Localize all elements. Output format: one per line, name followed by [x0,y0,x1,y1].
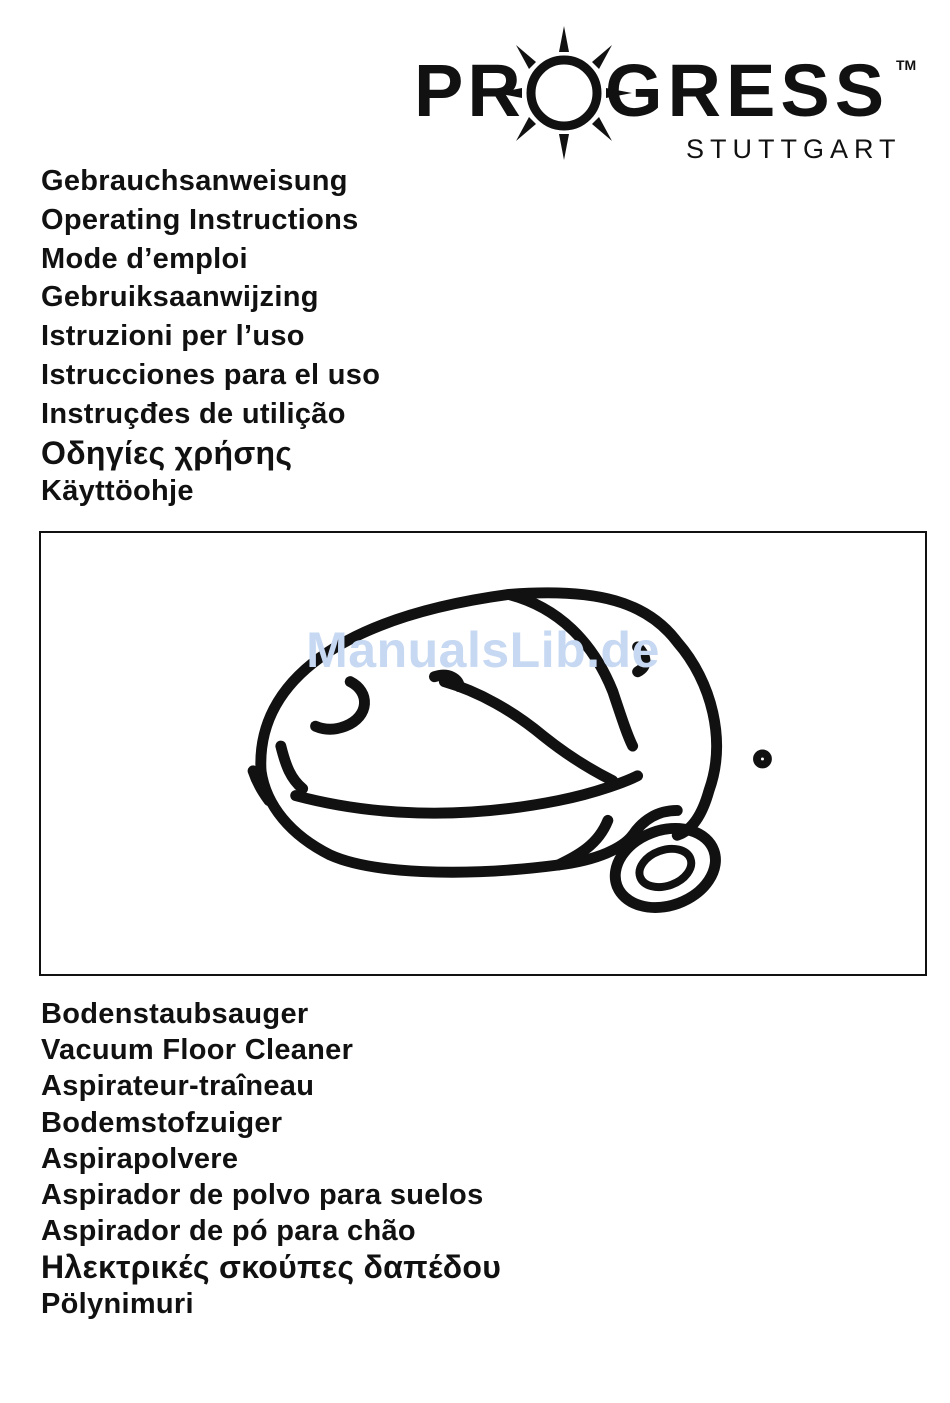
product-illustration-frame [39,531,927,976]
title-fi: Käyttöohje [41,475,194,508]
brand-logo [410,22,920,172]
brand-name-left: PR [414,49,525,132]
title-de: Gebrauchsanweisung [41,165,348,197]
product-de: Bodenstaubsauger [41,998,309,1030]
product-nl: Bodemstofzuiger [41,1106,283,1139]
brand-name-right: GRESS [605,49,890,132]
title-es: Istrucciones para el uso [41,358,381,391]
wheel-icon [604,815,727,921]
manual-title-list [41,162,380,511]
title-nl: Gebruiksaanwijzing [41,281,319,314]
trademark: TM [896,57,917,73]
product-fi: Pölynimuri [41,1287,194,1320]
title-it: Istruzioni per l’uso [41,320,305,353]
title-fr: Mode d’emploi [41,242,248,275]
title-el: Οδηγίες χρήσης [41,434,293,471]
product-pt: Aspirador de pó para chão [41,1215,416,1248]
title-pt: Instruçđes de utilição [41,397,346,430]
product-it: Aspirapolvere [41,1142,239,1175]
product-fr: Aspirateur-traîneau [41,1070,315,1103]
vacuum-cleaner-icon [41,533,925,974]
product-en: Vacuum Floor Cleaner [41,1034,354,1067]
product-es: Aspirador de polvo para suelos [41,1179,484,1212]
title-en: Operating Instructions [41,203,359,236]
brand-city: STUTTGART [686,134,902,164]
product-el: Ηλεκτρικές σκούπες δαπέδου [41,1249,502,1286]
watermark-text: ManualsLib.de [306,622,660,678]
product-name-list [41,996,501,1322]
